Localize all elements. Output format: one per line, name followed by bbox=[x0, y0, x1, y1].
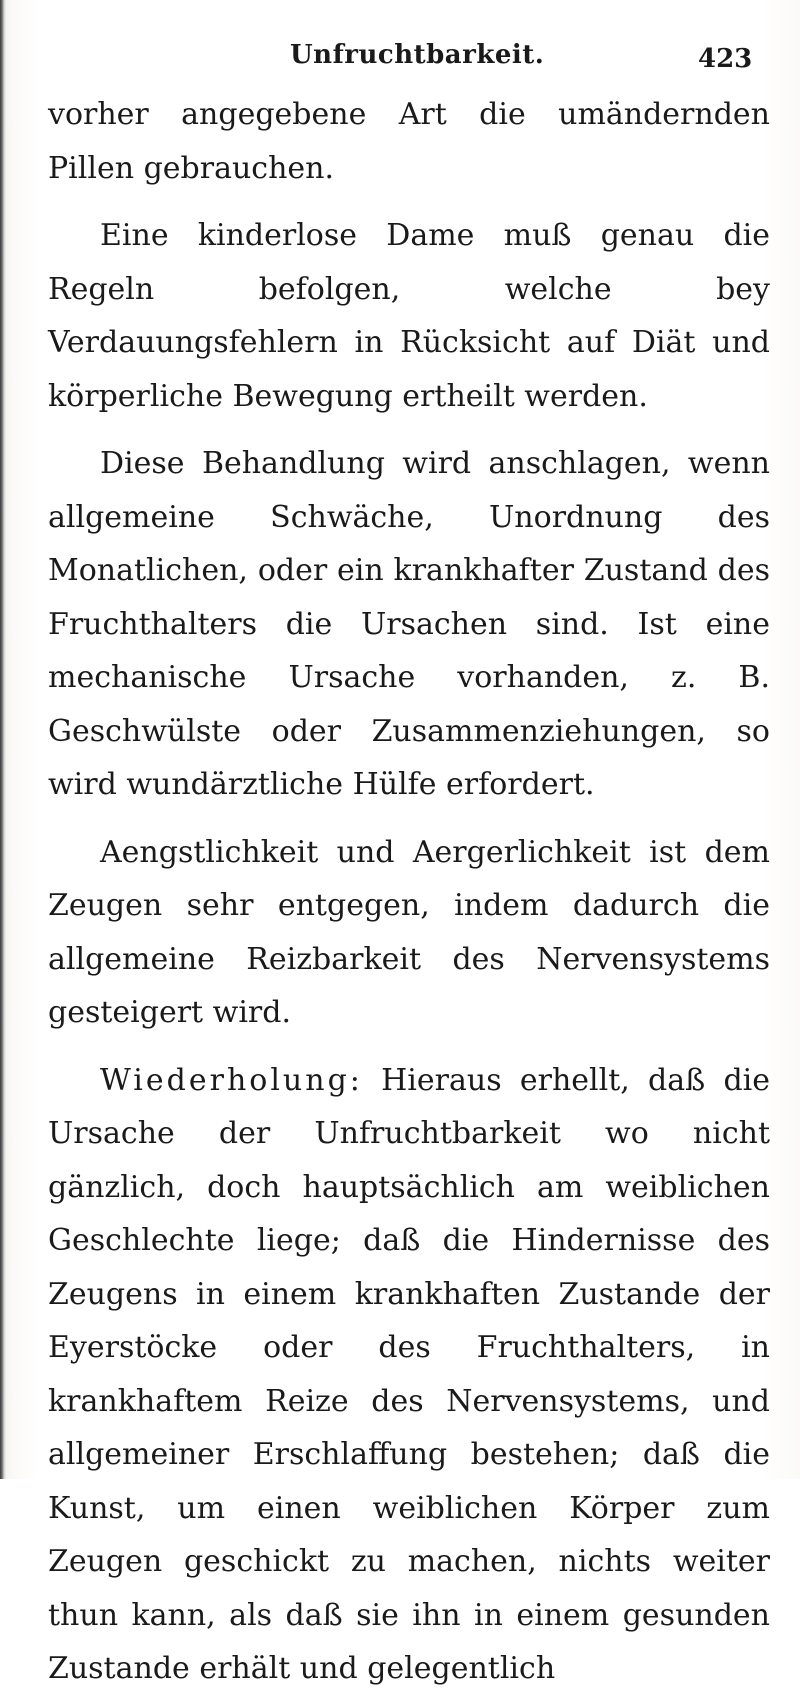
paragraph-continuation: vorher angegebene Art die umändernden Pillen gebrauchen. bbox=[48, 97, 770, 186]
recapitulation-lead: Wiederholung: bbox=[100, 1062, 363, 1098]
paragraph-treatment-causes: Diese Behandlung wird anschlagen, wenn allgemeine Schwäche, Unordnung des Monatlichen, oder ein krankhafter Zustand des Fruchthalters die Ursachen sind. Ist eine mechanische Ursache vorhanden, z. B. Geschwülste oder Zusammenziehungen, so wird wundärztliche Hülfe erfordert. bbox=[48, 446, 770, 802]
page-number: 423 bbox=[698, 44, 753, 74]
body-text bbox=[48, 88, 770, 1696]
recapitulation-text: Hieraus erhellt, daß die Ursache der Unfruchtbarkeit wo nicht gänzlich, doch hauptsächlich am weiblichen Geschlechte liege; daß die Hindernisse des Zeugens in einem krankhaften Zustande der Eyerstöcke oder des Fruchthalters, in krankhaftem Reize des Nervensystems, und allgemeiner Erschlaffung bestehen; daß die Kunst, um einen weiblichen Körper zum Zeugen geschickt zu machen, nichts weiter thun kann, als daß sie ihn in einem gesunden Zustande erhält und gelegentlich bbox=[48, 1062, 770, 1686]
paragraph-diet-rules: Eine kinderlose Dame muß genau die Regeln befolgen, welche bey Verdauungsfehlern in Rücksicht auf Diät und körperliche Bewegung ertheilt werden. bbox=[48, 218, 770, 414]
running-head bbox=[0, 40, 800, 80]
running-title: Unfruchtbarkeit. bbox=[290, 40, 545, 70]
paragraph-anxiety: Aengstlichkeit und Aergerlichkeit ist dem Zeugen sehr entgegen, indem dadurch die allgemeine Reizbarkeit des Nervensystems gesteigert wird. bbox=[48, 834, 770, 1030]
paragraph-recapitulation bbox=[48, 1054, 770, 1696]
page-edge-shadow bbox=[0, 0, 6, 1479]
